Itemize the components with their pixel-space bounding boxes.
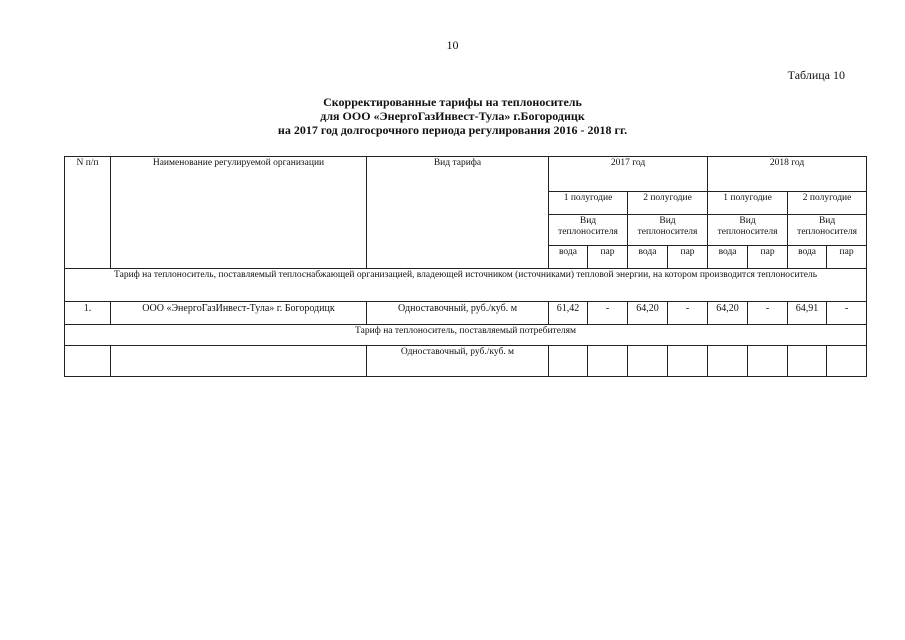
header-2017-half2: 2 полугодие	[628, 192, 708, 215]
value-2017-h1-steam: -	[588, 302, 628, 325]
value-cell	[668, 346, 708, 377]
value-2017-h2-steam: -	[668, 302, 708, 325]
header-steam: пар	[588, 246, 628, 269]
header-row-years	[65, 157, 867, 192]
header-water: вода	[708, 246, 748, 269]
row-tariff-type: Одноставочный, руб./куб. м	[367, 302, 549, 325]
document-title	[0, 95, 905, 137]
row-org	[111, 346, 367, 377]
header-carrier: Вид теплоносителя	[788, 215, 867, 246]
value-2018-h2-water: 64,91	[788, 302, 827, 325]
row-num	[65, 346, 111, 377]
value-cell	[748, 346, 788, 377]
header-year-2018: 2018 год	[708, 157, 867, 192]
page-number: 10	[446, 38, 459, 52]
section-row-producer	[65, 269, 867, 302]
header-carrier: Вид теплоносителя	[549, 215, 628, 246]
value-cell	[588, 346, 628, 377]
header-2018-half2: 2 полугодие	[788, 192, 867, 215]
header-water: вода	[628, 246, 668, 269]
value-2017-h2-water: 64,20	[628, 302, 668, 325]
value-cell	[549, 346, 588, 377]
tariff-table	[64, 156, 867, 377]
title-line-1: Скорректированные тарифы на теплоноситель	[323, 95, 582, 109]
header-org: Наименование регулируемой организации	[111, 157, 367, 269]
value-cell	[628, 346, 668, 377]
value-cell	[708, 346, 748, 377]
table-row	[65, 302, 867, 325]
title-line-3: на 2017 год долгосрочного периода регулирования 2016 - 2018 гг.	[277, 123, 628, 137]
header-steam: пар	[748, 246, 788, 269]
section-title-producer: Тариф на теплоноситель, поставляемый теплоснабжающей организацией, владеющей источником (источниками) тепловой энергии, на котором производится теплоноситель	[65, 269, 867, 302]
header-steam: пар	[827, 246, 867, 269]
header-year-2017: 2017 год	[549, 157, 708, 192]
header-water: вода	[549, 246, 588, 269]
title-line-2: для ООО «ЭнергоГазИнвест-Тула» г.Богородицк	[320, 109, 585, 123]
value-cell	[827, 346, 867, 377]
table-row	[65, 346, 867, 377]
value-2018-h1-water: 64,20	[708, 302, 748, 325]
section-title-consumers: Тариф на теплоноситель, поставляемый потребителям	[65, 325, 867, 346]
header-carrier: Вид теплоносителя	[628, 215, 708, 246]
header-water: вода	[788, 246, 827, 269]
table-label: Таблица 10	[787, 68, 845, 82]
value-2018-h2-steam: -	[827, 302, 867, 325]
header-carrier: Вид теплоносителя	[708, 215, 788, 246]
row-num: 1.	[65, 302, 111, 325]
value-2017-h1-water: 61,42	[549, 302, 588, 325]
header-2017-half1: 1 полугодие	[549, 192, 628, 215]
value-cell	[788, 346, 827, 377]
header-tariff-type: Вид тарифа	[367, 157, 549, 269]
section-row-consumers	[65, 325, 867, 346]
header-2018-half1: 1 полугодие	[708, 192, 788, 215]
row-org: ООО «ЭнергоГазИнвест-Тула» г. Богородицк	[111, 302, 367, 325]
header-steam: пар	[668, 246, 708, 269]
row-tariff-type: Одноставочный, руб./куб. м	[367, 346, 549, 377]
value-2018-h1-steam: -	[748, 302, 788, 325]
header-num: N п/п	[65, 157, 111, 269]
